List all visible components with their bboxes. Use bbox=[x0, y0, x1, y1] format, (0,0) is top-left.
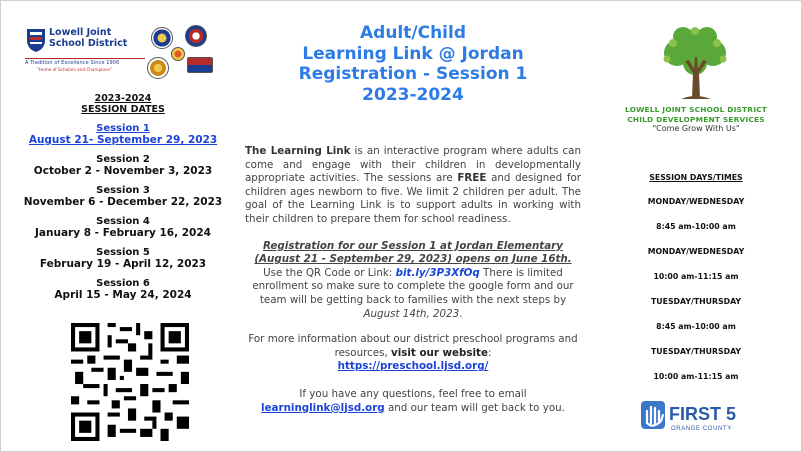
school-badges bbox=[147, 23, 217, 89]
qr-code-icon[interactable] bbox=[71, 323, 189, 441]
session-range: October 2 - November 3, 2023 bbox=[33, 165, 213, 177]
school-badge-icon bbox=[187, 57, 213, 73]
schedule-title: SESSION DAYS/TIMES bbox=[649, 173, 743, 182]
registration-paragraph: Registration for our Session 1 at Jordan Elementary (August 21 - September 29, 2023) opens on June 16th. Use the QR Code or Link: bit.ly/3P3XfOq There is limited enrollment so make sure to complete the google form and our team will be getting back to families with the next steps by August 14th, 2023. bbox=[252, 239, 574, 320]
first5-word: FIRST 5 bbox=[669, 404, 737, 424]
schedule-days: TUESDAY/THURSDAY bbox=[650, 347, 742, 356]
tree-logo-icon bbox=[653, 23, 737, 103]
registration-deadline: August 14th, 2023 bbox=[363, 307, 460, 320]
session-6 bbox=[9, 278, 237, 301]
session-range: February 19 - April 12, 2023 bbox=[39, 258, 207, 270]
info-paragraph: For more information about our district preschool programs and resources, visit our website: https://preschool.ljsd.org/ bbox=[248, 333, 578, 373]
session-4 bbox=[9, 216, 237, 239]
schedule-time: 10:00 am-11:15 am bbox=[653, 272, 739, 281]
first5-hand-icon bbox=[641, 401, 665, 429]
session-range[interactable]: August 21- September 29, 2023 bbox=[28, 134, 218, 146]
left-column bbox=[9, 19, 237, 301]
schedule-time: 8:45 am-10:00 am bbox=[656, 322, 736, 331]
session-5 bbox=[9, 247, 237, 270]
session-schedule bbox=[601, 173, 791, 382]
session-label: Session 3 bbox=[96, 185, 150, 196]
school-badge-icon bbox=[151, 27, 173, 49]
session-range: April 15 - May 24, 2024 bbox=[54, 289, 192, 301]
session-range: November 6 - December 22, 2023 bbox=[23, 196, 223, 208]
website-link[interactable]: https://preschool.ljsd.org/ bbox=[337, 360, 489, 373]
free-label: FREE bbox=[457, 172, 487, 185]
first5-subtitle: ORANGE COUNTY bbox=[671, 426, 732, 432]
session-dates-title: 2023-2024 SESSION DATES bbox=[81, 93, 165, 115]
district-motto: "Home of Scholars and Champions" bbox=[37, 67, 112, 72]
schedule-days: MONDAY/WEDNESDAY bbox=[647, 197, 745, 206]
child-development-services-logo: LOWELL JOINT SCHOOL DISTRICT CHILD DEVELOPMENT SERVICES "Come Grow With Us" bbox=[624, 105, 768, 133]
registration-notice: Registration for our Session 1 at Jordan Elementary (August 21 - September 29, 2023) opens on June 16th. bbox=[254, 239, 572, 266]
session-2 bbox=[9, 154, 237, 177]
district-tagline: A Tradition of Excellence Since 1906 bbox=[25, 58, 145, 66]
district-shield-icon bbox=[25, 27, 47, 53]
flyer-title: Adult/Child Learning Link @ Jordan Registration - Session 1 2023-2024 bbox=[298, 23, 528, 105]
schedule-time: 8:45 am-10:00 am bbox=[656, 222, 736, 231]
contact-paragraph: If you have any questions, feel free to email learninglink@ljsd.org and our team will get back to you. bbox=[261, 387, 565, 414]
session-label[interactable]: Session 1 bbox=[96, 123, 150, 134]
program-name: The Learning Link bbox=[245, 145, 351, 157]
schedule-days: TUESDAY/THURSDAY bbox=[650, 297, 742, 306]
session-range: January 8 - February 16, 2024 bbox=[35, 227, 211, 239]
schedule-time: 10:00 am-11:15 am bbox=[653, 372, 739, 381]
email-link[interactable]: learninglink@ljsd.org bbox=[261, 401, 385, 414]
school-badge-icon bbox=[171, 47, 185, 61]
session-label: Session 4 bbox=[96, 216, 150, 227]
schedule-days: MONDAY/WEDNESDAY bbox=[647, 247, 745, 256]
visit-website-label: visit our website bbox=[391, 346, 488, 359]
district-name: Lowell Joint School District bbox=[49, 27, 128, 49]
school-badge-icon bbox=[147, 57, 169, 79]
district-logo bbox=[21, 25, 139, 77]
session-label: Session 2 bbox=[96, 154, 150, 165]
session-3 bbox=[9, 185, 237, 208]
session-1[interactable] bbox=[9, 123, 237, 146]
center-column bbox=[245, 23, 581, 415]
school-badge-icon bbox=[185, 25, 207, 47]
first5-logo bbox=[641, 399, 751, 433]
registration-link[interactable]: bit.ly/3P3XfOq bbox=[395, 266, 480, 279]
session-label: Session 6 bbox=[96, 278, 150, 289]
program-description: The Learning Link is an interactive program where adults can come and engage with their children in developmentally appropriate activities. The sessions are FREE and designed for children ages newborn to five. We limit 2 children per adult. The goal of the Learning Link is to support adults in working with their children to prepare them for school readiness. bbox=[245, 145, 581, 225]
session-label: Session 5 bbox=[96, 247, 150, 258]
logo-row bbox=[9, 19, 237, 89]
